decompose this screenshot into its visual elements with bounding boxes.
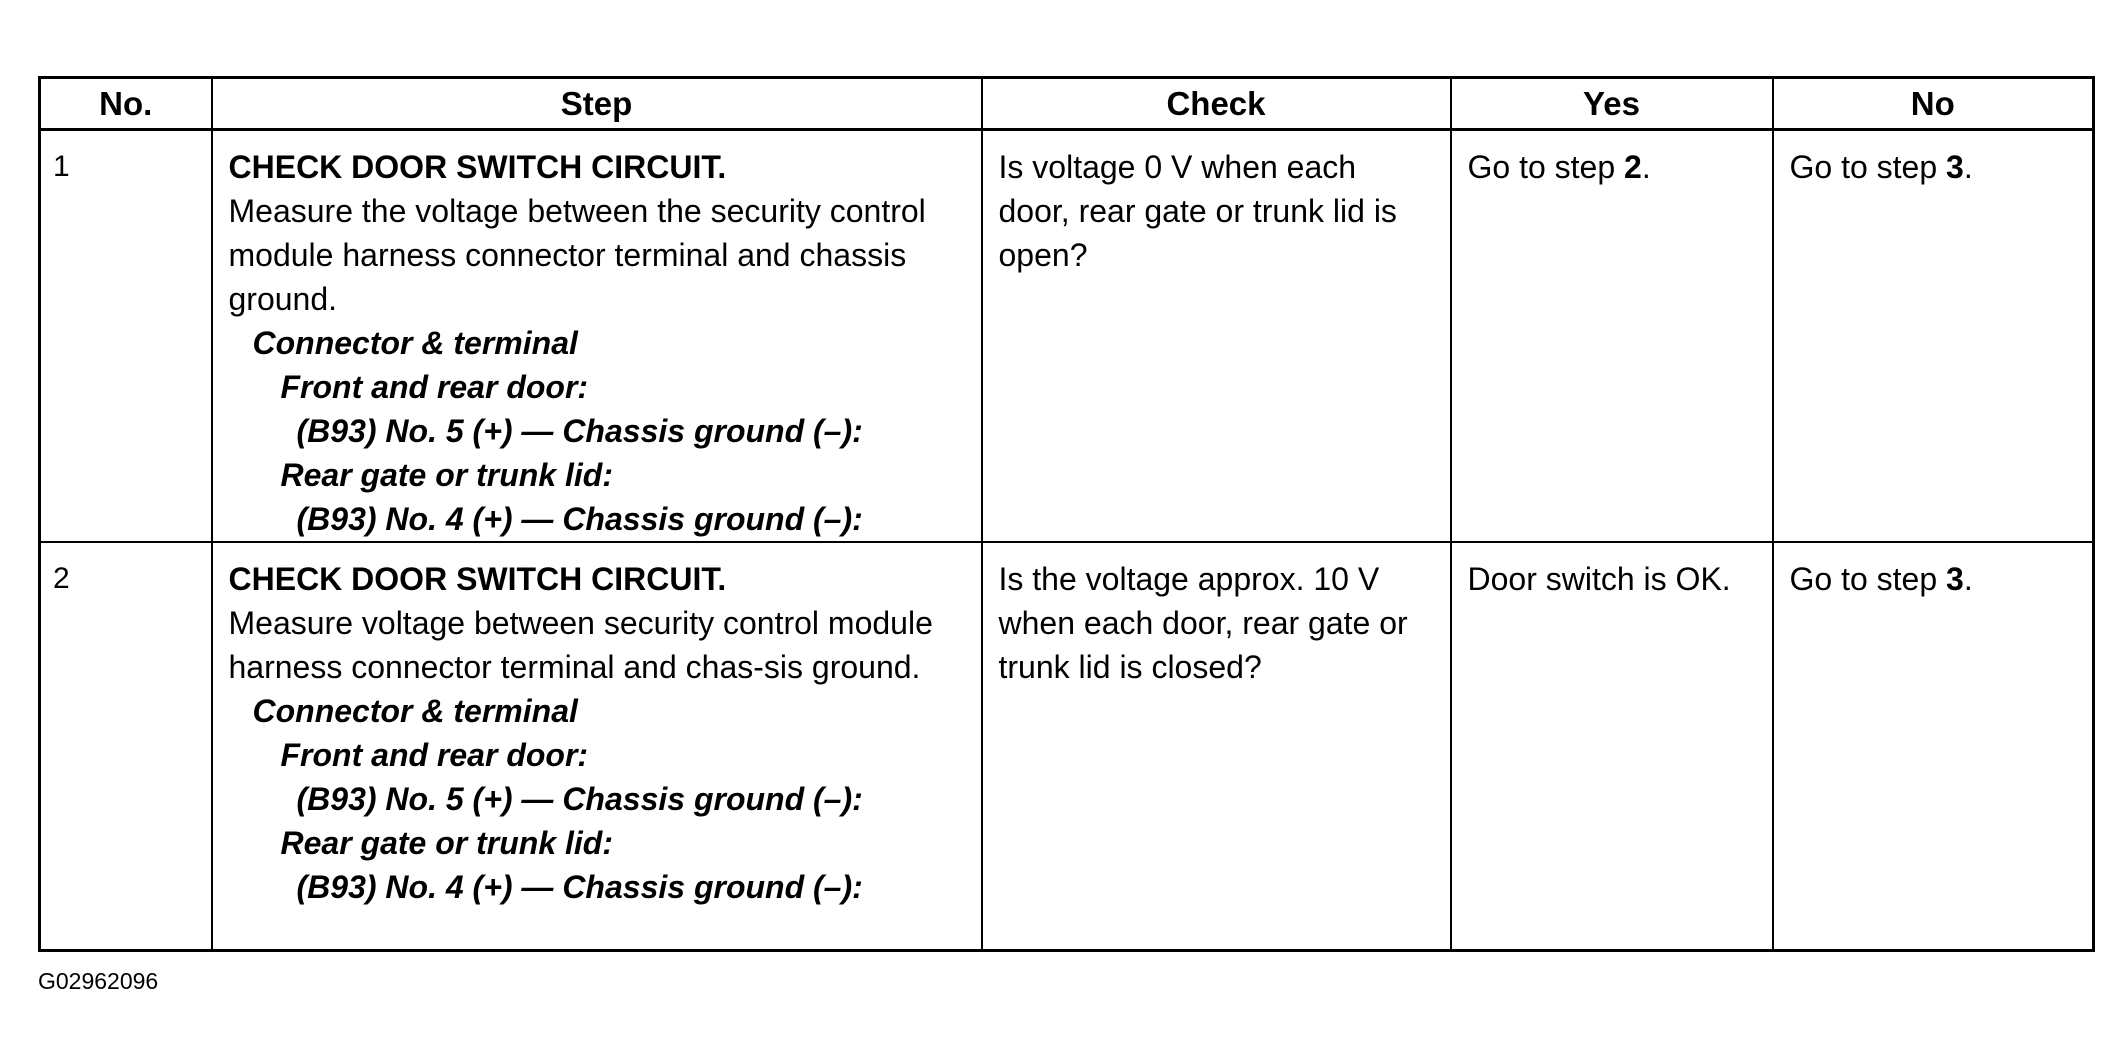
no-suffix: . [1963, 561, 1973, 597]
yes-cell [1451, 542, 1773, 950]
yes-result: Door switch is OK. [1467, 561, 1731, 597]
step-title: CHECK DOOR SWITCH CIRCUIT. [228, 149, 727, 185]
check-cell [982, 542, 1451, 950]
yes-prefix: Go to step [1467, 149, 1625, 185]
step-cell [212, 130, 982, 543]
front-rear-door-label: Front and rear door: [280, 369, 589, 405]
no-step-ref: 3 [1946, 561, 1964, 597]
table-row [40, 130, 2094, 543]
front-rear-door-terminal: (B93) No. 5 (+) — Chassis ground (–): [296, 413, 863, 449]
no-suffix: . [1963, 149, 1973, 185]
step-number: 2 [53, 562, 70, 595]
table-header-row [40, 78, 2094, 130]
check-question: Is the voltage approx. 10 V when each door, rear gate or trunk lid is closed? [998, 561, 1408, 685]
rear-gate-label: Rear gate or trunk lid: [280, 825, 613, 861]
no-step-ref: 3 [1946, 149, 1964, 185]
no-prefix: Go to step [1789, 561, 1947, 597]
step-number: 1 [53, 150, 70, 183]
check-question: Is voltage 0 V when each door, rear gate or trunk lid is open? [998, 149, 1397, 273]
rear-gate-terminal: (B93) No. 4 (+) — Chassis ground (–): [296, 869, 863, 905]
front-rear-door-label: Front and rear door: [280, 737, 589, 773]
yes-cell [1451, 130, 1773, 543]
step-number-cell [40, 542, 212, 950]
no-prefix: Go to step [1789, 149, 1947, 185]
header-step: Step [212, 78, 982, 130]
table-row [40, 542, 2094, 950]
step-cell [212, 542, 982, 950]
header-no: No. [40, 78, 212, 130]
step-number-cell [40, 130, 212, 543]
step-description: Measure the voltage between the security control module harness connector terminal and chassis ground. [228, 193, 926, 317]
front-rear-door-terminal: (B93) No. 5 (+) — Chassis ground (–): [296, 781, 863, 817]
figure-id: G02962096 [38, 968, 159, 994]
rear-gate-label: Rear gate or trunk lid: [280, 457, 613, 493]
header-no-result: No [1773, 78, 2094, 130]
yes-step-ref: 2 [1624, 149, 1642, 185]
connector-heading: Connector & terminal [252, 693, 578, 729]
no-cell [1773, 542, 2094, 950]
connector-heading: Connector & terminal [252, 325, 578, 361]
yes-suffix: . [1641, 149, 1651, 185]
step-title: CHECK DOOR SWITCH CIRCUIT. [228, 561, 727, 597]
diagnostic-table [38, 76, 2095, 952]
check-cell [982, 130, 1451, 543]
rear-gate-terminal: (B93) No. 4 (+) — Chassis ground (–): [296, 501, 863, 537]
no-cell [1773, 130, 2094, 543]
header-check: Check [982, 78, 1451, 130]
step-description: Measure voltage between security control module harness connector terminal and chas-sis ground. [228, 605, 933, 685]
header-yes: Yes [1451, 78, 1773, 130]
